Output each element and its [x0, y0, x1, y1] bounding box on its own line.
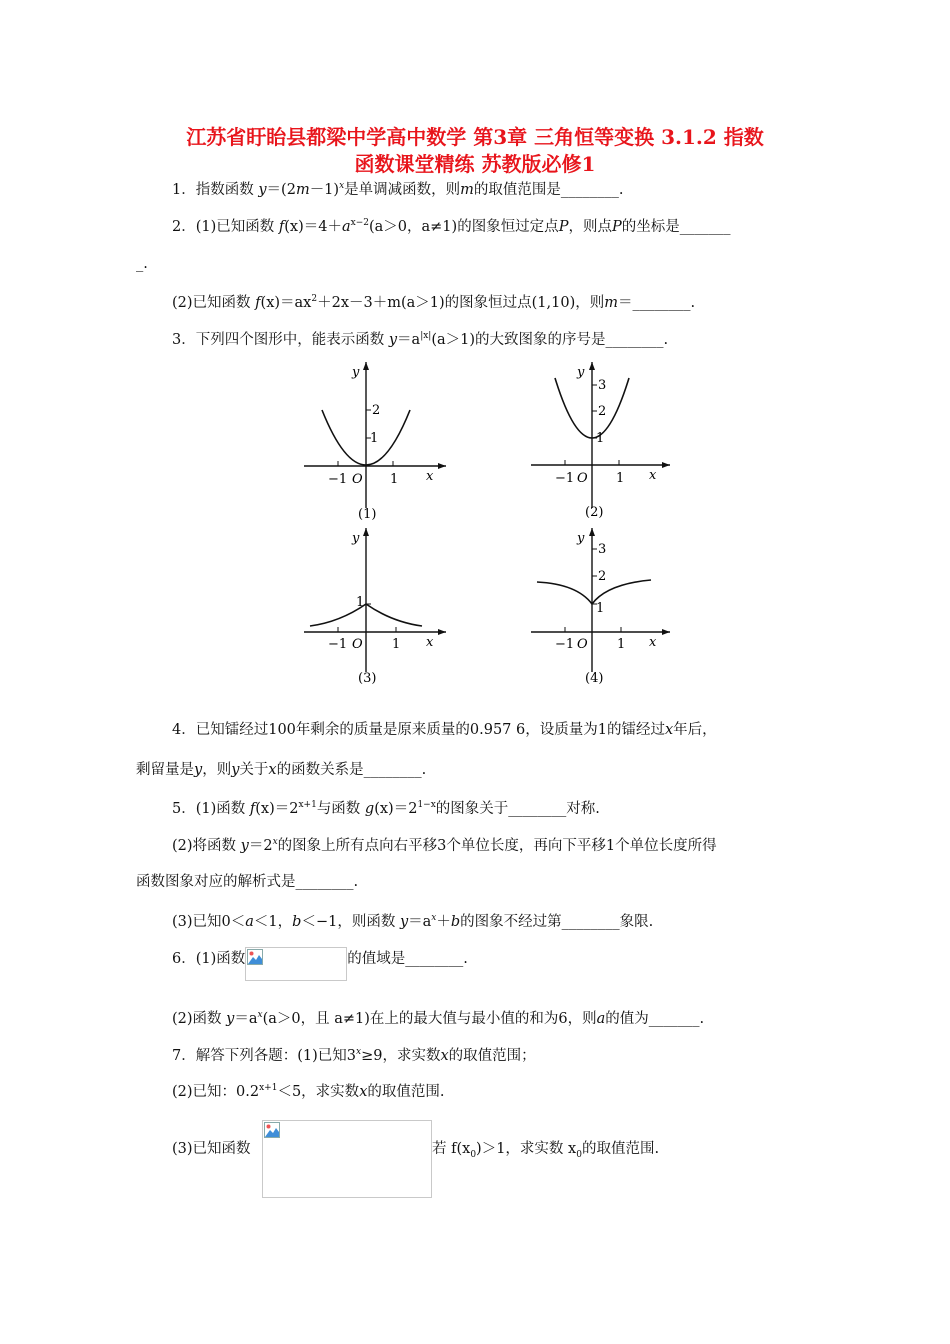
q7-p2d: 的取值范围.	[581, 1141, 660, 1157]
q5-p3-var-b2: b	[450, 913, 461, 930]
broken-image-icon	[247, 949, 263, 965]
graph-4-curve	[537, 580, 651, 604]
q6-p1b: 的值域是________.	[347, 951, 468, 967]
graph-3-label-xm1: −1	[328, 637, 348, 652]
question-5-part-2	[172, 832, 717, 856]
q5-p3-var-y: y	[399, 913, 409, 930]
graph-4-label-x1: 1	[617, 637, 626, 652]
q5-p3b: ＜1，	[253, 913, 293, 930]
q5-p3-exponent: x	[431, 913, 437, 923]
q2b-tail: ＝________.	[618, 294, 696, 311]
question-7-part-2	[172, 1078, 444, 1102]
q5-var-f: f	[249, 800, 256, 817]
q6-p2-var-a: a	[596, 1010, 606, 1027]
graph-3-y-label: y	[352, 531, 360, 546]
q7-p0a: 7．解答下列各题：(1)已知3	[172, 1047, 356, 1064]
graph-2-origin: O	[577, 471, 588, 486]
q4-line2b: ，则	[202, 762, 232, 778]
graph-1-label-x1: 1	[390, 472, 399, 487]
question-6-part-1	[172, 949, 468, 981]
q4-line2d: 的函数关系是________.	[276, 762, 427, 778]
title-line-2: 函数课堂精练 苏教版必修1	[354, 152, 596, 176]
q7-p0-exponent: x	[356, 1047, 362, 1057]
q2-point-p: P	[558, 218, 569, 235]
q4-var-x: x	[664, 722, 674, 738]
q3-eq: ＝a	[397, 331, 421, 348]
graph-4-origin: O	[577, 637, 588, 652]
q7-p1-var-x: x	[359, 1083, 368, 1100]
q5-p1b: (x)＝2	[255, 800, 299, 817]
q5-p3-var-a: a	[245, 913, 254, 930]
q1-number: 1．指数函数	[172, 181, 259, 198]
graph-3-caption: (3)	[358, 671, 377, 686]
q5-p3-var-b: b	[292, 913, 302, 930]
graph-2-y-label: y	[577, 365, 585, 380]
q4-var-y2: y	[231, 762, 240, 778]
q2b-lead: (2)已知函数	[172, 294, 256, 311]
graph-4-label-xm1: −1	[555, 637, 575, 652]
q5-p3e: ＋	[436, 913, 451, 930]
graph-3-label-y1: 1	[356, 595, 365, 610]
q1-var-m: m	[295, 181, 310, 198]
graph-4-x-label: x	[649, 635, 657, 650]
graph-1-label-y1: 1	[370, 431, 379, 446]
q3-exponent: |x|	[420, 331, 432, 341]
q1-exponent: x	[339, 181, 345, 191]
q1-tail1: 是单调减函数，则	[344, 181, 461, 198]
graph-2-label-xm1: −1	[555, 471, 575, 486]
q2b-exponent: 2	[311, 294, 318, 304]
q2-tail: ，则点	[568, 218, 612, 235]
q2b-rest: ＋2x－3＋m(a＞1)的图象恒过点(1,10)，则	[317, 294, 605, 311]
q5-p2b: ＝2	[248, 837, 273, 854]
graph-3-y-arrow	[363, 528, 369, 536]
graph-1-label-y2: 2	[372, 403, 381, 418]
q6-p1a: 6．(1)函数	[172, 951, 246, 967]
q2b-eq: ＝ax	[280, 294, 312, 311]
q2b-arg: (x)	[260, 294, 281, 311]
graph-3-x-arrow	[438, 629, 446, 635]
q2-number: 2．(1)已知函数	[172, 218, 279, 235]
q1-eq: ＝(2	[266, 181, 296, 198]
q2-var-f: f	[278, 218, 285, 235]
q6-formula-image	[245, 947, 347, 981]
graph-4-label-y1: 1	[596, 601, 605, 616]
q7-p2c: )＞1，求实数 x	[476, 1141, 577, 1157]
q4-line2c: 关于	[239, 762, 269, 778]
q5-p2a: (2)将函数	[172, 837, 241, 854]
graph-3-origin: O	[352, 637, 363, 652]
question-5-part-3	[172, 908, 653, 932]
q7-p2-sub2: 0	[576, 1149, 582, 1160]
q7-p0c: 的取值范围；	[448, 1047, 536, 1064]
question-4-line-1	[172, 720, 717, 740]
graph-2-x-label: x	[649, 468, 657, 483]
graph-2-label-x1: 1	[616, 471, 625, 486]
q5-p3c: ＜−1，则函数	[301, 913, 400, 930]
q2b-var-m: m	[604, 294, 619, 311]
q4-line1a: 4．已知镭经过100年剩余的质量是原来质量的0.957 6，设质量为1的镭经过	[172, 722, 665, 738]
q1-tail2: 的取值范围是________.	[473, 181, 624, 198]
q4-var-x2: x	[268, 762, 277, 778]
q7-formula-image	[262, 1120, 432, 1198]
q5-p2-exponent: x	[272, 837, 278, 847]
q2-point-p2: P	[611, 218, 622, 235]
q7-p0b: ≥9，求实数	[361, 1047, 441, 1064]
q7-p1a: (2)已知：0.2	[172, 1083, 260, 1100]
question-6-part-2	[172, 1005, 704, 1029]
q3-tail: (a＞1)的大致图象的序号是________.	[431, 331, 669, 348]
q5-exponent-2: 1−x	[417, 800, 436, 810]
question-2-part-2	[172, 289, 695, 313]
q7-p2b: 若 f(x	[432, 1141, 471, 1157]
q1-rest: －1)	[309, 181, 340, 198]
graph-4-caption: (4)	[585, 671, 604, 686]
q2-arg: (x)	[284, 218, 304, 235]
graph-3-x-label: x	[426, 635, 434, 650]
question-7-part-3-label: (3)已知函数	[172, 1141, 251, 1157]
graph-2	[527, 358, 677, 523]
q5-p3g: 的图象不经过第________象限.	[460, 913, 654, 930]
q3-var-y: y	[388, 331, 398, 348]
q7-p2-sub: 0	[470, 1149, 477, 1160]
q7-p1c: 的取值范围.	[367, 1083, 445, 1100]
q1-var-y: y	[258, 181, 267, 198]
q5-p2c: 的图象上所有点向右平移3个单位长度，再向下平移1个单位长度所得	[277, 837, 717, 854]
graph-2-label-y2: 2	[598, 404, 607, 419]
document-title	[100, 124, 850, 178]
question-1	[172, 176, 624, 200]
q2-condition: (a＞0，a≠1)的图象恒过定点	[368, 218, 559, 235]
q4-var-y: y	[194, 762, 203, 778]
question-7-intro	[172, 1042, 536, 1066]
graph-4-label-y2: 2	[598, 569, 607, 584]
graph-3-label-x1: 1	[392, 637, 401, 652]
question-3	[172, 326, 668, 350]
q5-p3a: (3)已知0＜	[172, 913, 246, 930]
graph-1-x-label: x	[426, 469, 434, 484]
graph-1-x-arrow	[438, 463, 446, 469]
q6-p2d: 的值为_______.	[605, 1010, 705, 1027]
graph-3	[300, 522, 450, 687]
q7-p1-exponent: x+1	[259, 1083, 278, 1093]
graph-2-label-y3: 3	[598, 378, 607, 393]
graph-4-label-y3: 3	[598, 542, 607, 557]
graph-1-label-xm1: −1	[328, 472, 348, 487]
question-4-line-2	[136, 760, 426, 780]
broken-image-icon	[264, 1122, 280, 1138]
q6-p2a: (2)函数	[172, 1010, 227, 1027]
q6-p2-exponent: x	[257, 1010, 263, 1020]
q5-p1d: (x)＝2	[374, 800, 418, 817]
q6-p2c: (a＞0，且 a≠1)在上的最大值与最小值的和为6，则	[262, 1010, 597, 1027]
question-2-part-1	[172, 213, 730, 237]
graph-2-label-y1: 1	[596, 431, 605, 446]
q5-p1c: 与函数	[316, 800, 365, 817]
q4-line1b: 年后，	[673, 722, 717, 738]
q2-eq: ＝4＋	[303, 218, 342, 235]
q5-p2-wrap: 函数图象对应的解析式是________.	[136, 874, 359, 890]
graph-1	[300, 358, 450, 523]
q2-var-a: a	[341, 218, 351, 235]
graph-4-y-label: y	[577, 531, 585, 546]
title-line-1: 江苏省盱眙县都梁中学高中数学 第3章 三角恒等变换 3.1.2 指数	[186, 125, 764, 149]
question-7-part-3-text	[432, 1139, 659, 1165]
q1-var-m2: m	[460, 181, 474, 198]
q6-p2-var-y: y	[226, 1010, 235, 1027]
question-5-part-1	[172, 795, 600, 819]
q5-exponent-1: x+1	[298, 800, 317, 810]
q2b-var-f: f	[255, 294, 261, 311]
q2-wrap: _.	[136, 256, 148, 272]
q4-line2a: 剩留量是	[136, 762, 194, 778]
graph-4	[527, 522, 677, 687]
graph-1-y-label: y	[352, 365, 360, 380]
q6-p2b: ＝a	[234, 1010, 258, 1027]
q5-var-g: g	[364, 800, 375, 817]
graph-1-caption: (1)	[358, 507, 377, 522]
graph-4-y-arrow	[589, 528, 595, 536]
q5-p2-var-y: y	[240, 837, 249, 854]
graph-2-caption: (2)	[585, 505, 604, 520]
q7-p1b: ＜5，求实数	[277, 1083, 360, 1100]
graph-4-x-arrow	[662, 629, 670, 635]
q5-p1a: 5．(1)函数	[172, 800, 250, 817]
q2-exponent: x−2	[350, 218, 369, 228]
graph-1-y-arrow	[363, 362, 369, 370]
graph-1-origin: O	[352, 472, 363, 487]
q7-p0-var-x: x	[440, 1047, 449, 1064]
q5-p3d: ＝a	[408, 913, 432, 930]
q5-p1e: 的图象关于________对称.	[435, 800, 600, 817]
graph-2-x-arrow	[662, 462, 670, 468]
q3-lead: 3．下列四个图形中，能表示函数	[172, 331, 389, 348]
q2-tail2: 的坐标是_______	[621, 218, 731, 235]
graph-2-y-arrow	[589, 362, 595, 370]
